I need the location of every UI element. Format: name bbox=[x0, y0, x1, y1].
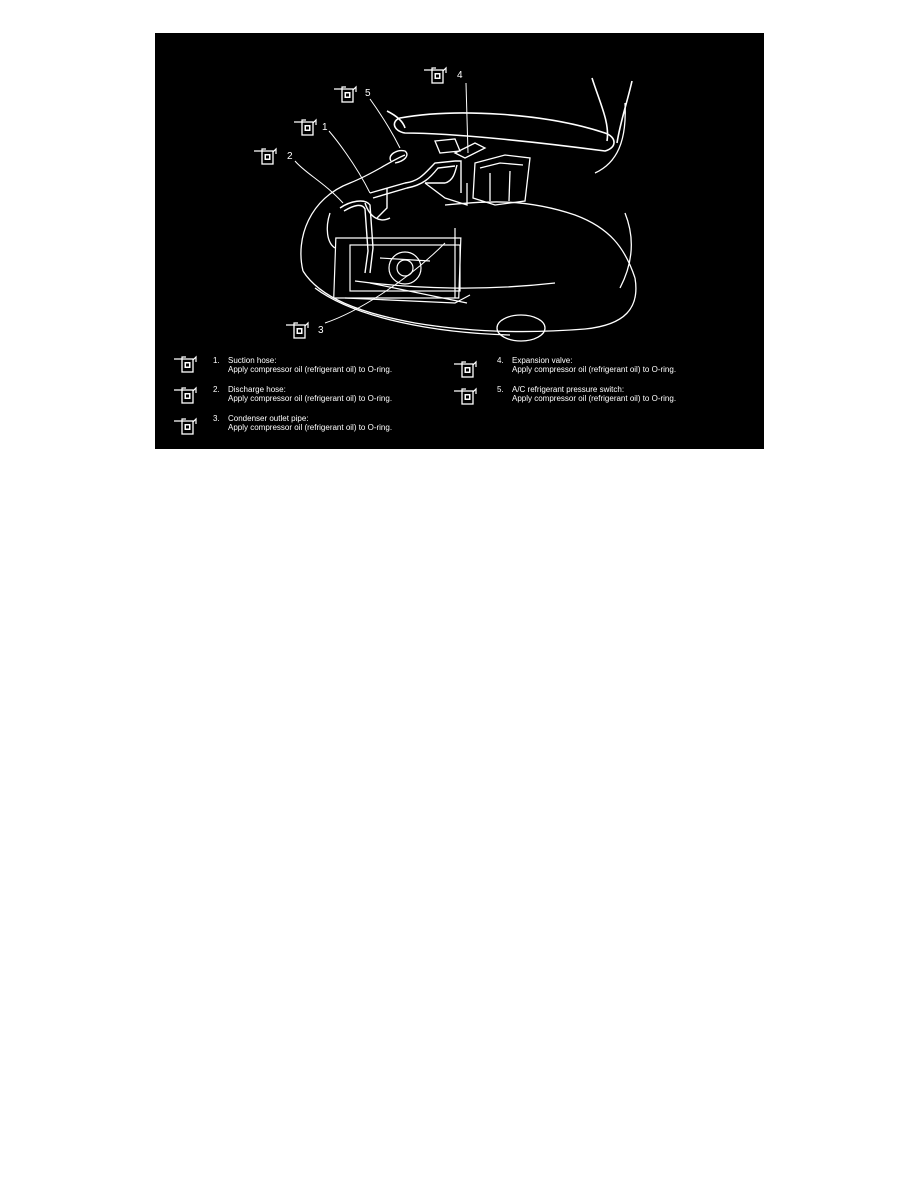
callout-leaders bbox=[295, 83, 468, 323]
legend-number: 1. bbox=[213, 356, 220, 365]
callout-icon-2 bbox=[254, 149, 276, 164]
callout-number-1: 1 bbox=[322, 122, 328, 133]
legend-number: 3. bbox=[213, 414, 220, 423]
ac-system-diagram-figure bbox=[155, 33, 764, 449]
legend-oil-can-icon-3 bbox=[174, 419, 196, 434]
callout-icon-1 bbox=[294, 120, 316, 135]
legend-title: A/C refrigerant pressure switch: bbox=[512, 385, 625, 394]
legend-description: Apply compressor oil (refrigerant oil) to O-ring. bbox=[228, 394, 393, 403]
legend-description: Apply compressor oil (refrigerant oil) to O-ring. bbox=[228, 423, 393, 432]
legend-description: Apply compressor oil (refrigerant oil) to O-ring. bbox=[512, 394, 677, 403]
callout-number-3: 3 bbox=[318, 325, 324, 336]
legend-number: 4. bbox=[497, 356, 504, 365]
legend-oil-can-icon-2 bbox=[174, 388, 196, 403]
legend-oil-can-icon-1 bbox=[174, 357, 196, 372]
legend-title: Suction hose: bbox=[228, 356, 277, 365]
callout-icon-3 bbox=[286, 323, 308, 338]
legend-title: Condenser outlet pipe: bbox=[228, 414, 309, 423]
refrigerant-hoses bbox=[340, 151, 461, 273]
condenser-radiator bbox=[334, 228, 470, 303]
legend-description: Apply compressor oil (refrigerant oil) to O-ring. bbox=[228, 365, 393, 374]
car-body-outline bbox=[301, 103, 636, 341]
callout-number-4: 4 bbox=[457, 70, 463, 81]
legend-oil-can-icon-5 bbox=[454, 389, 476, 404]
callout-number-2: 2 bbox=[287, 151, 293, 162]
legend-number: 5. bbox=[497, 385, 504, 394]
callout-icon-4 bbox=[424, 68, 446, 83]
legend-description: Apply compressor oil (refrigerant oil) to O-ring. bbox=[512, 365, 677, 374]
open-hood bbox=[387, 78, 632, 151]
legend-oil-can-icon-4 bbox=[454, 362, 476, 377]
callout-number-5: 5 bbox=[365, 88, 371, 99]
evaporator-unit bbox=[425, 139, 530, 205]
legend-title: Discharge hose: bbox=[228, 385, 286, 394]
legend-number: 2. bbox=[213, 385, 220, 394]
callout-icon-5 bbox=[334, 87, 356, 102]
legend-title: Expansion valve: bbox=[512, 356, 573, 365]
